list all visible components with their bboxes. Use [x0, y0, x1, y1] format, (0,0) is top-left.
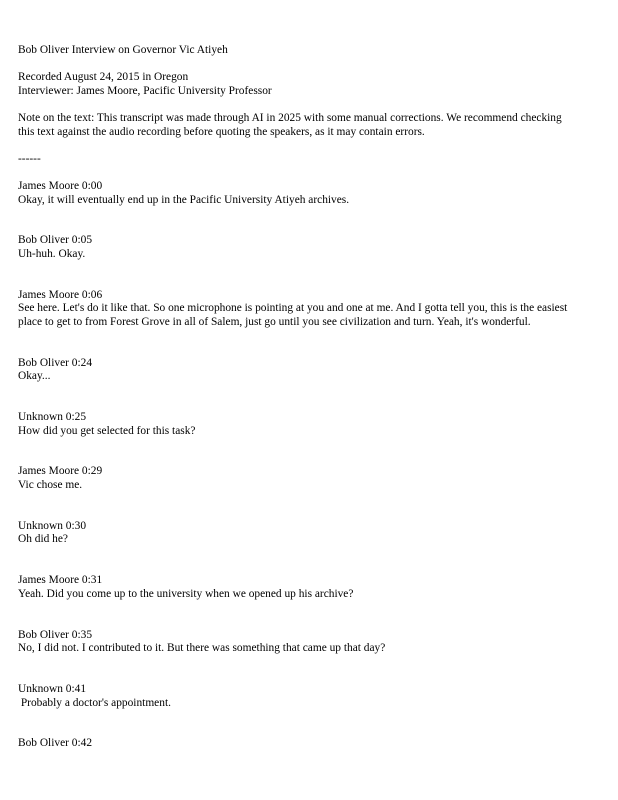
speaker-label: James Moore 0:29 — [18, 465, 103, 478]
transcript-entry — [18, 520, 608, 547]
utterance-line: Oh did he? — [18, 533, 68, 546]
transcript-entry — [18, 357, 608, 384]
utterance-line: Okay, it will eventually end up in the Pacific University Atiyeh archives. — [18, 193, 350, 206]
transcript-entry — [18, 737, 608, 751]
speaker-label: Bob Oliver 0:42 — [18, 737, 93, 750]
utterance-line: Vic chose me. — [18, 479, 83, 491]
transcript-entry — [18, 465, 608, 492]
speaker-label: Unknown 0:30 — [18, 519, 87, 532]
interviewer-line: Interviewer: James Moore, Pacific University Professor — [18, 84, 272, 97]
speaker-label: James Moore 0:06 — [18, 288, 103, 301]
document-title: Bob Oliver Interview on Governor Vic Atiyeh — [18, 44, 228, 56]
speaker-label: James Moore 0:31 — [18, 574, 103, 587]
transcript-page — [18, 44, 608, 778]
utterance-line: How did you get selected for this task? — [18, 424, 196, 437]
transcript-entry — [18, 629, 608, 656]
speaker-label: Unknown 0:25 — [18, 411, 87, 424]
speaker-label: James Moore 0:00 — [18, 179, 103, 192]
recording-metadata — [18, 71, 608, 98]
separator: ------ — [18, 152, 41, 165]
transcript-entry — [18, 574, 608, 601]
transcript-entry — [18, 234, 608, 261]
speaker-label: Unknown 0:41 — [18, 682, 87, 695]
note-line-1: Note on the text: This transcript was made through AI in 2025 with some manual corrections. We recommend checking — [18, 111, 562, 124]
speaker-label: Bob Oliver 0:24 — [18, 356, 93, 369]
transcript-entry — [18, 683, 608, 710]
utterance-line: Uh-huh. Okay. — [18, 247, 86, 260]
utterance-line: No, I did not. I contributed to it. But there was something that came up that day? — [18, 642, 386, 655]
recorded-date: Recorded August 24, 2015 in Oregon — [18, 71, 189, 84]
transcript-entry — [18, 180, 608, 207]
note-line-2: this text against the audio recording before quoting the speakers, as it may contain errors. — [18, 125, 425, 138]
transcript-entry — [18, 411, 608, 438]
utterance-line: place to get to from Forest Grove in all of Salem, just go until you see civilization and turn. Yeah, it's wonderful. — [18, 315, 531, 328]
utterance-line: Probably a doctor's appointment. — [18, 696, 171, 709]
speaker-label: Bob Oliver 0:05 — [18, 234, 93, 247]
transcript-entry — [18, 289, 608, 330]
transcript-note — [18, 112, 608, 139]
utterance-line: Okay... — [18, 370, 51, 383]
speaker-label: Bob Oliver 0:35 — [18, 628, 93, 641]
utterance-line: Yeah. Did you come up to the university when we opened up his archive? — [18, 587, 354, 600]
utterance-line: See here. Let's do it like that. So one microphone is pointing at you and one at me. And I gotta tell you, this is the easiest — [18, 302, 568, 315]
